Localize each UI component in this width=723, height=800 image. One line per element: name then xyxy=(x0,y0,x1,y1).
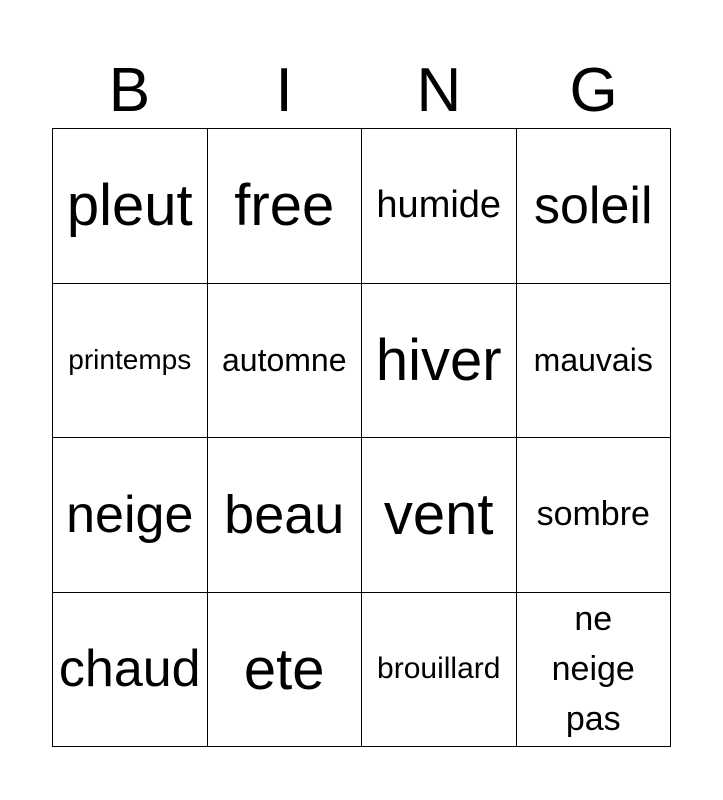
bingo-cell[interactable] xyxy=(362,284,517,439)
bingo-cell[interactable] xyxy=(208,284,363,439)
bingo-cell[interactable] xyxy=(208,593,363,748)
bingo-cell[interactable] xyxy=(517,593,672,748)
cell-text: pleut xyxy=(66,173,193,239)
bingo-cell[interactable] xyxy=(208,129,363,284)
cell-text: vent xyxy=(383,482,494,548)
bingo-cell[interactable] xyxy=(53,284,208,439)
cell-text: humide xyxy=(376,184,502,227)
cell-text: brouillard xyxy=(377,652,501,686)
bingo-cell[interactable] xyxy=(517,284,672,439)
cell-text: sombre xyxy=(536,495,650,534)
header-letter-b: B xyxy=(108,56,151,125)
cell-text: free xyxy=(234,173,335,239)
bingo-header xyxy=(52,55,671,127)
cell-text: hiver xyxy=(375,327,502,393)
cell-text: mauvais xyxy=(533,341,653,378)
bingo-cell[interactable] xyxy=(53,129,208,284)
cell-text: printemps xyxy=(68,344,192,376)
cell-text: automne xyxy=(221,341,347,378)
cell-text: soleil xyxy=(534,176,653,235)
bingo-cell[interactable] xyxy=(53,438,208,593)
cell-text: neige xyxy=(66,485,194,544)
bingo-grid xyxy=(52,128,671,747)
bingo-cell[interactable] xyxy=(517,438,672,593)
bingo-cell[interactable] xyxy=(53,593,208,748)
bingo-cell[interactable] xyxy=(362,129,517,284)
bingo-cell[interactable] xyxy=(362,593,517,748)
cell-text: ete xyxy=(243,636,325,702)
cell-text: ne neige pas xyxy=(551,600,635,739)
cell-text: beau xyxy=(224,484,345,545)
header-letter-i: I xyxy=(275,56,293,125)
bingo-cell[interactable] xyxy=(362,438,517,593)
header-letter-g: G xyxy=(569,56,618,125)
bingo-cell[interactable] xyxy=(208,438,363,593)
cell-text: chaud xyxy=(58,640,201,699)
bingo-cell[interactable] xyxy=(517,129,672,284)
header-letter-n: N xyxy=(416,56,462,125)
